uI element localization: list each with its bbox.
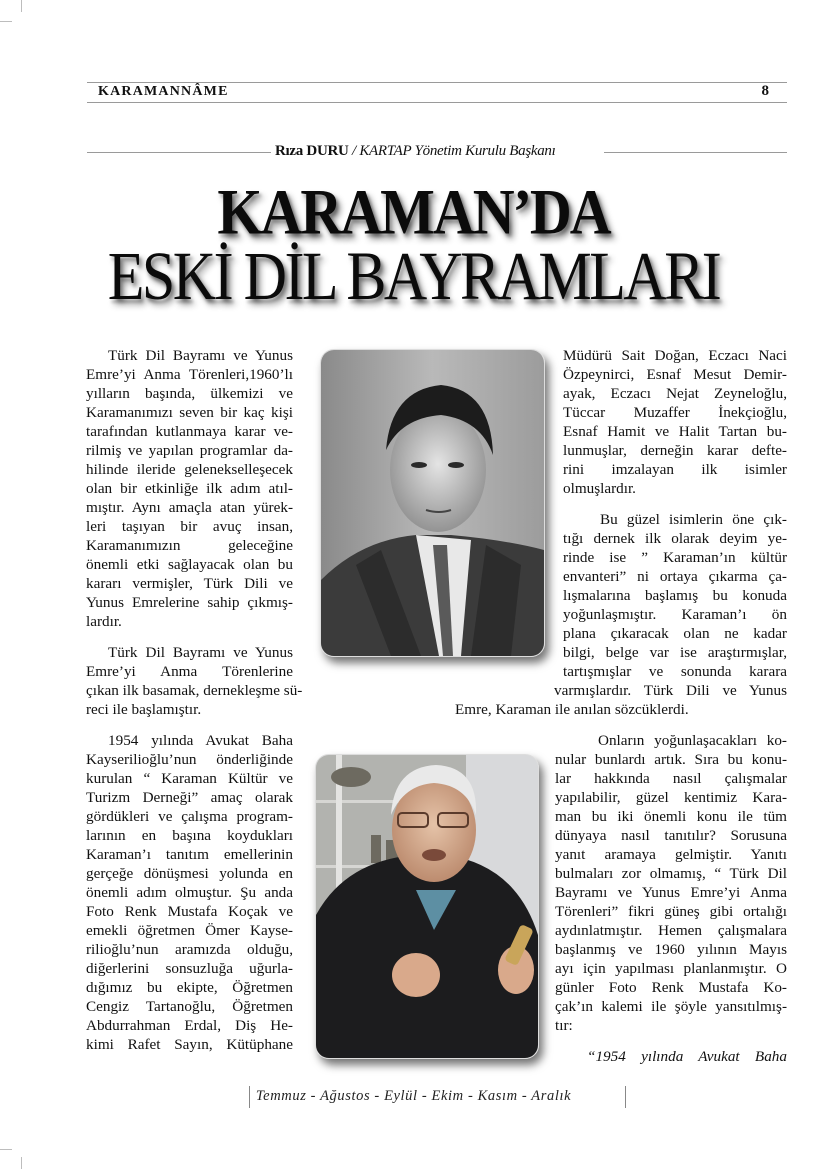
text-line: Bu güzel isimlerin öne çık- xyxy=(600,511,787,528)
text-line: man bu iki önemli konu ile tüm xyxy=(555,808,787,825)
text-line: nular bunlardı artık. Sıra bu konu- xyxy=(555,751,787,768)
text-line: başlanmış ve 1960 yılının Mayıs xyxy=(555,941,787,958)
text-line: çak’ın kalemi ile şöyle yansıtılmış- xyxy=(555,998,787,1015)
text-line: bulmaları zor olmamış, “ Türk Dil xyxy=(555,865,787,882)
text-line: Müdürü Sait Doğan, Eczacı Naci xyxy=(563,347,787,364)
byline-rule-left xyxy=(87,152,271,153)
text-line: hilinde ileride gelenekselleşecek xyxy=(86,461,293,478)
portrait-icon xyxy=(316,755,538,1058)
text-line: aydınlatmıştır. Hemen çalışmalara xyxy=(555,922,787,939)
text-line: yoğunlaşmıştır. Karaman’ı ön xyxy=(563,606,787,623)
text-line: ayı için yapılması planlanmıştır. O xyxy=(555,960,787,977)
text-line: larının en başına koydukları xyxy=(86,827,293,844)
text-line: varmışlardır. Türk Dili ve Yunus xyxy=(554,682,787,699)
text-line: yılların başında, ülkemizi ve xyxy=(86,385,293,402)
byline-separator: / xyxy=(348,143,360,159)
header-bottom-rule xyxy=(87,102,787,103)
crop-mark xyxy=(21,1157,22,1169)
text-line: tartışmışlar ve sonunda karara xyxy=(563,663,787,680)
text-line: ayak, Eczacı Nejat Zeyneloğlu, xyxy=(563,385,787,402)
portrait-photo-historic xyxy=(320,349,545,657)
text-line: Esnaf Hamit ve Halit Tartan bu- xyxy=(563,423,787,440)
text-line: gerçeğe dönüşmesi yolunda en xyxy=(86,865,293,882)
text-line: kurulan “ Karaman Kültür ve xyxy=(86,770,293,787)
text-line: envanteri” ni ortaya çıkarma ça- xyxy=(563,568,787,585)
text-line: Emre’yi Anma Törenlerine xyxy=(86,663,293,680)
text-line: Emre, Karaman ile anılan sözcüklerdi. xyxy=(455,701,689,718)
text-line: rilioğlu’nun aramızda olduğu, xyxy=(86,941,293,958)
text-line: önemli adım olmuştur. Şu anda xyxy=(86,884,293,901)
byline-rule-right xyxy=(604,152,787,153)
text-line: rinde ise ” Karaman’ın kültür xyxy=(563,549,787,566)
text-line: Cengiz Tartanoğlu, Öğretmen xyxy=(86,998,293,1015)
text-line: reci ile başlamıştır. xyxy=(86,701,202,718)
text-line: Abdurrahman Erdal, Diş He- xyxy=(86,1017,293,1034)
text-line: dünyaya nasıl tanıtılır? Sorusuna xyxy=(555,827,787,844)
text-line: önemli etki sağlayacak olan bu xyxy=(86,556,293,573)
text-line: rilmiş ve yapılan programlar da- xyxy=(86,442,293,459)
crop-mark xyxy=(21,0,22,12)
text-line: gördükleri ve çalışma program- xyxy=(86,808,293,825)
text-line: Karamanımızın geleceğine xyxy=(86,537,293,554)
crop-mark xyxy=(0,21,12,22)
text-line: dığımız bu ekipte, Öğretmen xyxy=(86,979,293,996)
text-line: Onların yoğunlaşacakları ko- xyxy=(598,732,787,749)
text-line: tığı dernek ilk olarak deyim ye- xyxy=(563,530,787,547)
text-line: çıkan ilk basamak, dernekleşme sü- xyxy=(86,682,303,699)
text-line: lardır. xyxy=(86,613,122,630)
text-line: “1954 yılında Avukat Baha xyxy=(587,1048,787,1065)
text-line: Türk Dil Bayramı ve Yunus xyxy=(108,347,293,364)
text-line: Emre’yi Anma Törenleri,1960’lı xyxy=(86,366,293,383)
text-line: plana çıkaracak olan ne kadar xyxy=(563,625,787,642)
text-line: Bayramı ve Yunus Emre’yi Anma xyxy=(555,884,787,901)
text-line: olan bir etkinliğe ilk adım atıl- xyxy=(86,480,293,497)
footer-divider-right xyxy=(625,1086,626,1108)
text-line: Yunus Emrelerine sahip çıkmış- xyxy=(86,594,293,611)
text-line: tarafından kutlanmaya karar ve- xyxy=(86,423,293,440)
article-title-line2: ESKİ DİL BAYRAMLARI xyxy=(107,237,720,314)
footer-months: Temmuz - Ağustos - Eylül - Ekim - Kasım - Aralık xyxy=(255,1088,572,1104)
text-line: olmuşlardır. xyxy=(563,480,636,497)
text-line: Foto Renk Mustafa Koçak ve xyxy=(86,903,293,920)
text-line: kararı vermişler, Türk Dili ve xyxy=(86,575,293,592)
paragraph-gap xyxy=(86,631,293,643)
author-role: KARTAP Yönetim Kurulu Başkanı xyxy=(359,143,556,159)
page-number: 8 xyxy=(761,83,769,99)
text-line: Özpeynirci, Esnaf Mesut Demir- xyxy=(563,366,787,383)
text-line: Turizm Derneği” amaç olarak xyxy=(86,789,293,806)
text-line: Törenleri” fikri güneş gibi ortalığı xyxy=(555,903,787,920)
crop-mark xyxy=(0,1149,12,1150)
text-line: lar hakkında nasıl çalışmalar xyxy=(555,770,787,787)
left-column xyxy=(86,346,303,1054)
portrait-photo-recent xyxy=(315,754,539,1059)
text-line: Türk Dil Bayramı ve Yunus xyxy=(108,644,293,661)
text-line: emekli öğretmen Ömer Kayse- xyxy=(86,922,293,939)
text-line: yapılabilir, güzel kentimiz Kara- xyxy=(555,789,787,806)
text-line: lışmalarına başlamış bu konuda xyxy=(563,587,787,604)
text-line: Karaman’ı tanıtım emellerinin xyxy=(86,846,293,863)
text-line: günler Foto Renk Mustafa Ko- xyxy=(555,979,787,996)
paragraph-gap xyxy=(563,498,787,510)
paragraph-gap xyxy=(555,1035,787,1047)
text-line: yanıt aramaya gelmiştir. Yanıtı xyxy=(555,846,787,863)
text-line: kimi Rafet Sayın, Kütüphane xyxy=(86,1036,293,1053)
text-line: Kayserilioğlu’nun önderliğinde xyxy=(86,751,293,768)
text-line: tır: xyxy=(555,1017,573,1034)
author-name: Rıza DURU xyxy=(275,143,349,159)
text-line: 1954 yılında Avukat Baha xyxy=(108,732,293,749)
text-line: Tüccar Muzaffer İnekçioğlu, xyxy=(563,404,787,421)
right-column-bottom xyxy=(555,731,787,1066)
text-line: bilgi, belge var ise araştırmışlar, xyxy=(563,644,787,661)
paragraph-gap xyxy=(86,719,293,731)
right-column-top xyxy=(563,346,787,681)
portrait-icon xyxy=(321,350,544,656)
text-line: diğerlerini sonsuzluğa uğurla- xyxy=(86,960,293,977)
text-line: leri taşıyan bir avuç insan, xyxy=(86,518,293,535)
text-line: rini imzalayan ilk isimler xyxy=(563,461,787,478)
text-line: Karamanımızı seven bir kaç kişi xyxy=(86,404,293,421)
text-line: mıştır. Aynı amaçla atan yürek- xyxy=(86,499,293,516)
magazine-name: KARAMANNÂME xyxy=(98,84,229,99)
byline xyxy=(275,143,556,160)
right-column-wide xyxy=(455,681,787,719)
header-top-rule xyxy=(87,82,787,83)
article-title-line1: KARAMAN’DA xyxy=(217,175,610,248)
text-line: lunmuşlar, derneğin karar defte- xyxy=(563,442,787,459)
